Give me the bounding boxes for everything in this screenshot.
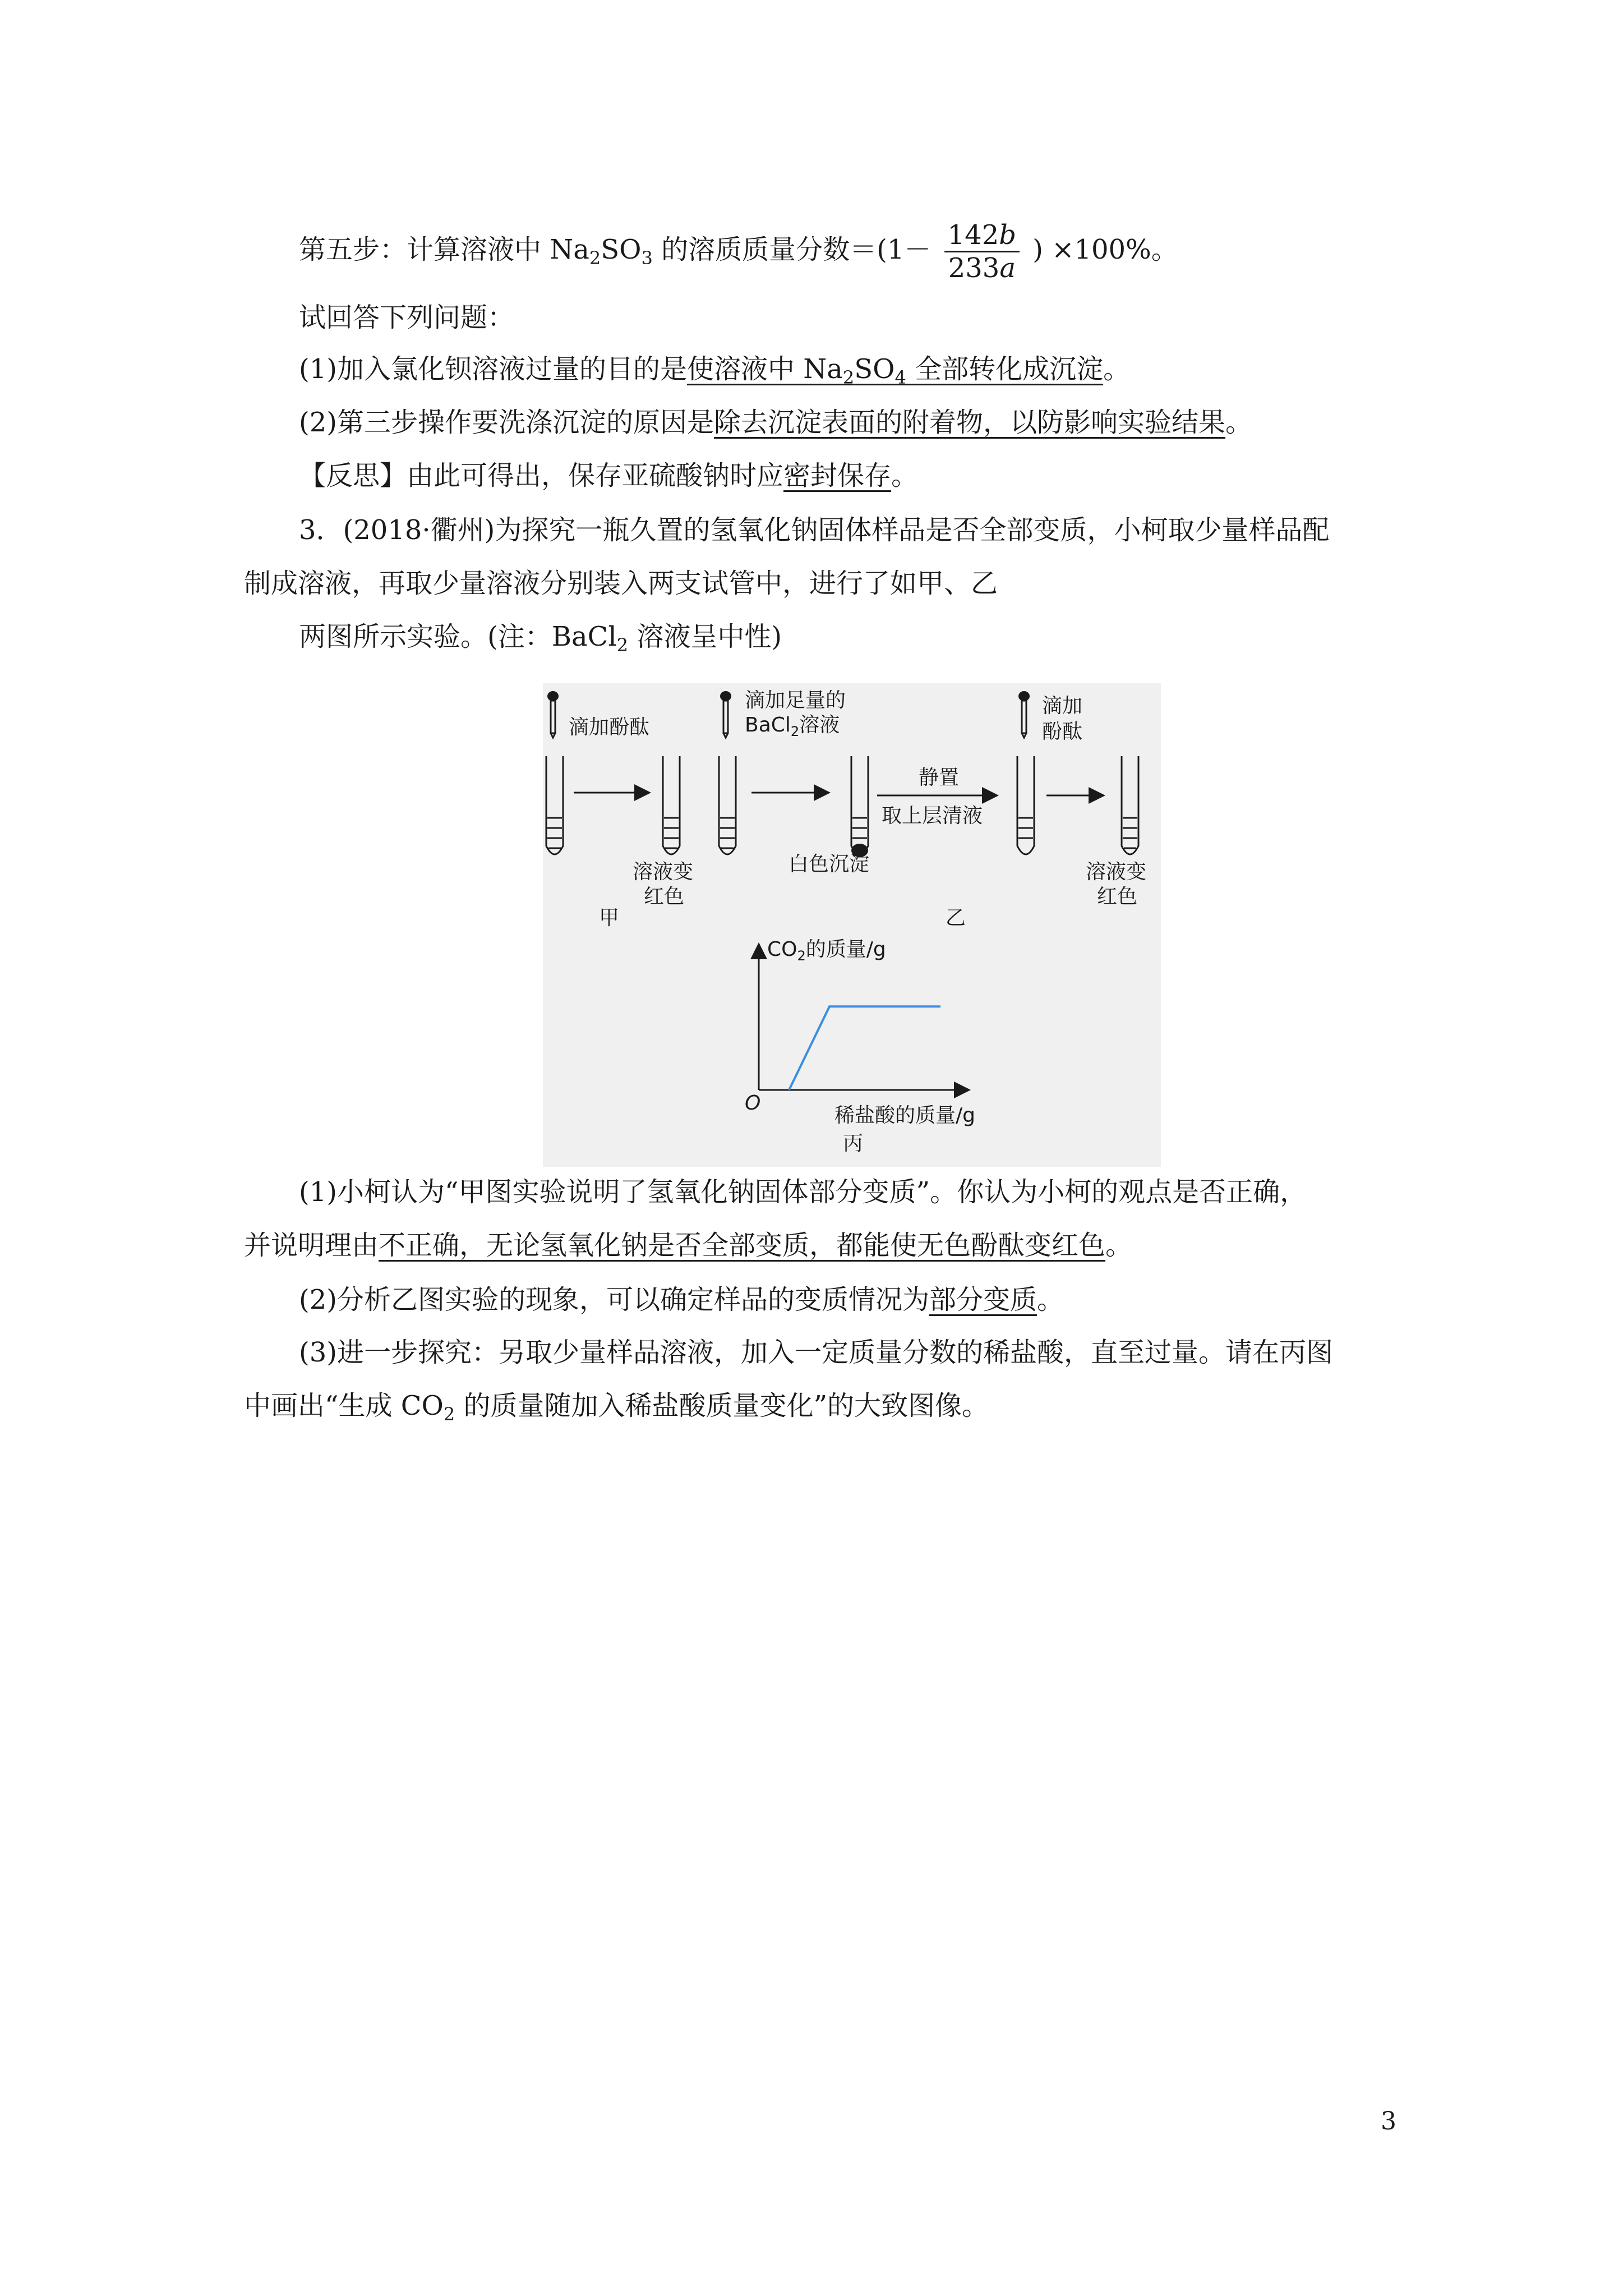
yi-arrow-top-label: 静置 xyxy=(919,766,960,789)
jia-result-line-2: 红色 xyxy=(644,885,685,908)
test-tube-icon xyxy=(851,756,868,857)
y-axis-label: $CO_2$的质量/g xyxy=(767,938,886,964)
answer-3-line-1: (3)进一步探究：另取少量样品溶液，加入一定质量分数的稀盐酸，直至过量。请在丙图 xyxy=(299,1337,1333,1368)
answer-1: 使溶液中 $Na_2SO_4$ 全部转化成沉淀 xyxy=(687,353,1104,388)
dropper-icon xyxy=(547,691,559,738)
yi-result-line-2: 红色 xyxy=(1097,885,1138,908)
problem-3-line-2: 制成溶液，再取少量溶液分别装入两支试管中，进行了如甲、乙 xyxy=(244,568,998,599)
dropper-icon xyxy=(720,691,731,738)
problem-3-line-3: 两图所示实验。(注：BaCl$_2$ 溶液呈中性) xyxy=(299,621,782,656)
step5-line: 第五步：计算溶液中 $Na_2SO_3$ 的溶质质量分数＝(1－ $\frac{142b}{233a}$ ) ×100%。 xyxy=(299,219,1178,284)
jia-result-line-1: 溶液变 xyxy=(633,861,694,884)
yi-result-line-1: 溶液变 xyxy=(1086,861,1147,884)
answer-2-value: 部分变质 xyxy=(929,1284,1038,1315)
test-tube-icon xyxy=(663,756,680,854)
problem-3-line-1: 3．(2018·衢州)为探究一瓶久置的氢氧化钠固体样品是否全部变质，小柯取少量样品配 xyxy=(299,514,1330,546)
reflection: 【反思】由此可得出，保存亚硫酸钠时应密封保存。 xyxy=(299,460,919,491)
figure-svg xyxy=(543,683,1161,1167)
yi-arrow-bottom-label: 取上层清液 xyxy=(882,804,983,827)
chart-bing xyxy=(745,938,975,1155)
question-2: (2)第三步操作要洗涤沉淀的原因是除去沉淀表面的附着物，以防影响实验结果。 xyxy=(299,407,1253,438)
page-number: 3 xyxy=(1381,2107,1396,2136)
question-1: (1)加入氯化钡溶液过量的目的是使溶液中 $Na_2SO_4$ 全部转化成沉淀。 xyxy=(299,353,1131,388)
dropper-icon xyxy=(1018,691,1030,738)
reflection-answer: 密封保存 xyxy=(783,460,892,491)
yi-drop-2-line-2: 酚酞 xyxy=(1042,720,1083,743)
experiment-figure xyxy=(543,683,1161,1167)
yi-drop-line-1: 滴加足量的 xyxy=(745,689,846,712)
jia-drop-label: 滴加酚酞 xyxy=(569,716,650,739)
x-axis-label: 稀盐酸的质量/g xyxy=(834,1104,975,1127)
answer-1-reason: 不正确，无论氢氧化钠是否全部变质，都能使无色酚酞变红色 xyxy=(379,1230,1106,1261)
yi-drop-line-2: BaCl$_2$溶液 xyxy=(745,714,840,739)
answer-1-line-2: 并说明理由不正确，无论氢氧化钠是否全部变质，都能使无色酚酞变红色。 xyxy=(244,1230,1133,1261)
test-tube-icon xyxy=(1122,756,1138,854)
yi-label: 乙 xyxy=(946,907,966,930)
chart-caption: 丙 xyxy=(843,1132,864,1155)
origin-label: O xyxy=(745,1092,761,1115)
answer-2: (2)分析乙图实验的现象，可以确定样品的变质情况为部分变质。 xyxy=(299,1284,1064,1315)
fraction: $\frac{142b}{233a}$ xyxy=(944,219,1020,284)
yi-precipitate-label: 白色沉淀 xyxy=(789,853,870,876)
answer-3-line-2: 中画出“生成 $CO_2$ 的质量随加入稀盐酸质量变化”的大致图像。 xyxy=(244,1390,989,1425)
test-tube-icon xyxy=(1017,756,1034,854)
co2-series-line xyxy=(789,1006,940,1090)
answer-1-line-1: (1)小柯认为“甲图实验说明了氢氧化钠固体部分变质”。你认为小柯的观点是否正确， xyxy=(299,1176,1307,1208)
yi-drop-2-line-1: 滴加 xyxy=(1042,694,1083,717)
test-tube-icon xyxy=(719,756,736,854)
answer-2: 除去沉淀表面的附着物，以防影响实验结果 xyxy=(714,407,1226,438)
jia-label: 甲 xyxy=(599,907,620,930)
questions-intro: 试回答下列问题： xyxy=(299,302,515,333)
test-tube-icon xyxy=(546,756,563,854)
